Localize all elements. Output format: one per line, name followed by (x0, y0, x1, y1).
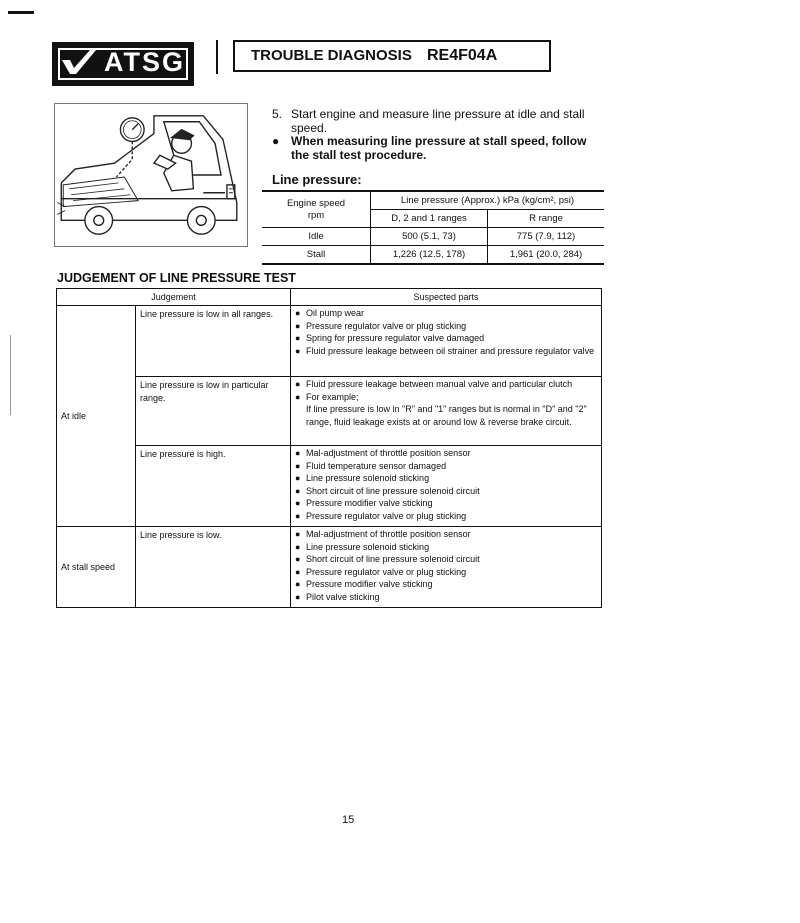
list-item: ● Fluid pressure leakage between manual valve and particular clutch (295, 379, 573, 389)
parts-cell (291, 306, 602, 377)
list-item: ● Mal-adjustment of throttle position sensor (295, 529, 471, 539)
step-text: Start engine and measure line pressure at idle and stall speed. (291, 107, 585, 135)
list-item: ● Pressure modifier valve sticking (295, 498, 433, 508)
table-row (57, 377, 602, 446)
line-pressure-table (262, 190, 604, 265)
margin-line (10, 335, 11, 415)
judgement-heading: JUDGEMENT OF LINE PRESSURE TEST (57, 271, 296, 285)
at-idle-label: At idle (57, 306, 136, 527)
line-pressure-heading: Line pressure: (272, 172, 362, 187)
list-item: ● Fluid pressure leakage between oil strainer and pressure regulator valve (295, 345, 595, 356)
example-text: If line pressure is low in "R" and "1" ranges but is normal in "D" and "2" range, fluid leakage exists at or around low & reverse brake circuit. (306, 404, 587, 427)
list-item: ● Line pressure solenoid sticking (295, 473, 430, 483)
corner-mark (8, 11, 34, 14)
list-item: ● Fluid temperature sensor damaged (295, 460, 447, 471)
checkmark-logo-icon (60, 48, 96, 76)
stall-note-text: When measuring line pressure at stall speed, follow the stall test procedure. (291, 134, 587, 162)
condition-cell: Line pressure is low in all ranges. (136, 306, 291, 377)
bullet-icon: ● (272, 134, 280, 148)
step-number: 5. (272, 107, 283, 121)
condition-cell: Line pressure is high. (136, 446, 291, 527)
list-item: ● Pressure regulator valve or plug sticking (295, 566, 467, 577)
parts-cell (291, 446, 602, 527)
model-code: RE4F04A (427, 47, 498, 64)
judgement-table (56, 288, 602, 608)
title-text: TROUBLE DIAGNOSIS (251, 47, 412, 64)
list-item: ● Short circuit of line pressure solenoid circuit (295, 485, 480, 496)
atsg-logo (52, 42, 194, 86)
logo-text: ATSG (104, 47, 185, 77)
table-row: Stall 1,226 (12.5, 178) 1,961 (20.0, 284) (262, 246, 604, 265)
list-item: ● For example; (295, 391, 359, 402)
list-item: ● Mal-adjustment of throttle position sensor (295, 448, 471, 458)
list-item: ● Spring for pressure regulator valve damaged (295, 333, 485, 343)
page-title (233, 40, 551, 72)
condition-cell: Line pressure is low in particular range. (136, 377, 291, 446)
page-number: 15 (342, 814, 355, 826)
list-item: ● Pilot valve sticking (295, 591, 380, 602)
list-item: ● Oil pump wear (295, 308, 365, 318)
list-item: ● Short circuit of line pressure solenoid circuit (295, 554, 480, 564)
pressure-header: Line pressure (Approx.) kPa (kg/cm², psi) (371, 191, 605, 210)
engine-speed-header: Engine speed rpm (262, 191, 371, 228)
car-gauge-illustration (54, 103, 248, 247)
r-range-header: R range (488, 210, 605, 228)
parts-cell (291, 527, 602, 608)
d21-header: D, 2 and 1 ranges (371, 210, 488, 228)
table-row (57, 306, 602, 377)
at-stall-label: At stall speed (57, 527, 136, 608)
header-divider (216, 40, 218, 74)
list-item: ● Pressure modifier valve sticking (295, 579, 433, 589)
list-item: ● Line pressure solenoid sticking (295, 541, 430, 552)
parts-cell (291, 377, 602, 446)
table-row: Idle 500 (5.1, 73) 775 (7.9, 112) (262, 228, 604, 246)
suspected-parts-header: Suspected parts (291, 289, 602, 306)
judgement-header: Judgement (57, 289, 291, 306)
list-item: ● Pressure regulator valve or plug sticking (295, 510, 467, 521)
list-item: ● Pressure regulator valve or plug sticking (295, 320, 467, 331)
table-row (57, 446, 602, 527)
table-row (57, 527, 602, 608)
condition-cell: Line pressure is low. (136, 527, 291, 608)
